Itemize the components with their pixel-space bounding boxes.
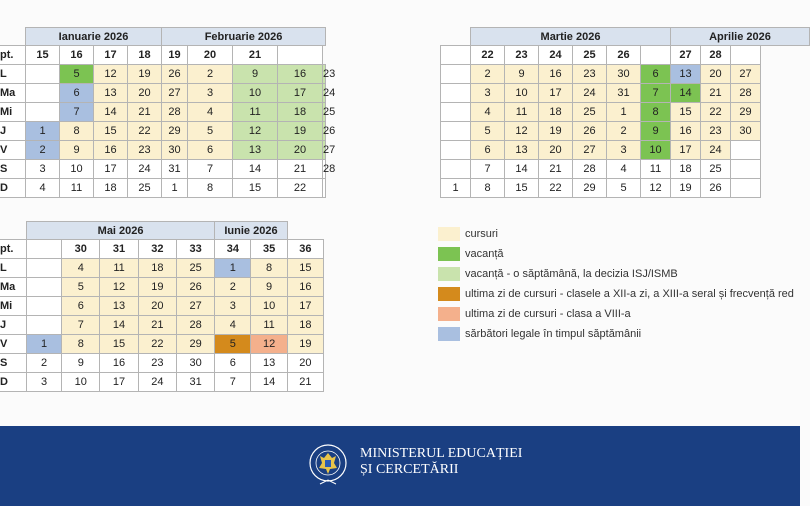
day-cell: 24	[128, 160, 162, 179]
weekday-label: J	[0, 316, 26, 335]
day-cell	[26, 65, 60, 84]
week-header-row	[0, 240, 324, 259]
day-cell	[26, 297, 61, 316]
day-cell: 28	[176, 316, 214, 335]
day-cell: 14	[251, 373, 287, 392]
day-cell: 9	[233, 65, 278, 84]
day-cell: 28	[162, 103, 188, 122]
week-number: 24	[539, 46, 573, 65]
day-cell: 11	[641, 160, 671, 179]
day-cell: 23	[128, 141, 162, 160]
day-cell: 20	[539, 141, 573, 160]
day-cell: 26	[162, 65, 188, 84]
day-cell: 7	[641, 84, 671, 103]
month-title: Martie 2026	[471, 28, 671, 46]
day-cell: 5	[471, 122, 505, 141]
week-number: 21	[233, 46, 278, 65]
ministry-name	[360, 446, 522, 478]
corner-cell	[0, 28, 26, 46]
week-number: 28	[701, 46, 731, 65]
day-cell	[441, 141, 471, 160]
week-number: 35	[251, 240, 287, 259]
day-cell: 19	[287, 335, 323, 354]
day-cell: 4	[26, 179, 60, 198]
day-cell: 18	[671, 160, 701, 179]
week-label: pt.	[0, 46, 26, 65]
day-cell: 4	[62, 259, 100, 278]
day-cell: 3	[607, 141, 641, 160]
week-label	[441, 46, 471, 65]
weekday-label: Ma	[0, 84, 26, 103]
day-cell: 3	[471, 84, 505, 103]
weekday-label: Mi	[0, 297, 26, 316]
day-cell: 3	[26, 160, 60, 179]
day-cell: 18	[287, 316, 323, 335]
day-cell: 4	[607, 160, 641, 179]
calendar-row	[0, 278, 324, 297]
week-number	[278, 46, 323, 65]
day-cell: 7	[62, 316, 100, 335]
calendar-ianuarie-februarie	[0, 27, 336, 198]
day-cell: 25	[573, 103, 607, 122]
day-cell: 21	[138, 316, 176, 335]
legend-label: vacanță - o săptămână, la decizia ISJ/ISMB	[465, 268, 678, 280]
day-cell: 12	[100, 278, 138, 297]
week-number: 31	[100, 240, 138, 259]
legend-swatch	[438, 227, 460, 241]
calendar-row	[0, 160, 326, 179]
day-cell: 14	[505, 160, 539, 179]
day-cell: 14	[94, 103, 128, 122]
month-header-row	[0, 28, 326, 46]
calendar-row	[0, 141, 326, 160]
day-cell: 10	[251, 297, 287, 316]
week-number: 23	[505, 46, 539, 65]
calendar-row	[0, 103, 326, 122]
romanian-government-seal-icon	[308, 441, 348, 489]
calendar-row	[0, 316, 324, 335]
day-cell: 21	[539, 160, 573, 179]
calendar-row	[441, 179, 810, 198]
day-cell: 1	[26, 335, 61, 354]
day-cell: 9	[251, 278, 287, 297]
day-cell: 26	[573, 122, 607, 141]
day-cell	[323, 179, 326, 198]
legend-swatch	[438, 307, 460, 321]
calendar-row	[0, 354, 324, 373]
day-cell: 18	[138, 259, 176, 278]
week-number: 36	[287, 240, 323, 259]
day-cell: 1	[215, 259, 251, 278]
day-cell: 19	[138, 278, 176, 297]
month-title: Februarie 2026	[162, 28, 326, 46]
day-cell: 16	[287, 278, 323, 297]
day-cell: 16	[278, 65, 323, 84]
day-cell: 26	[701, 179, 731, 198]
day-cell: 23	[701, 122, 731, 141]
calendar-row	[0, 373, 324, 392]
day-cell: 2	[471, 65, 505, 84]
day-cell: 17	[671, 141, 701, 160]
calendar-row	[441, 84, 810, 103]
week-number: 33	[176, 240, 214, 259]
week-number: 34	[215, 240, 251, 259]
week-number: 19	[162, 46, 188, 65]
day-cell	[26, 103, 60, 122]
day-cell: 21	[287, 373, 323, 392]
day-cell	[26, 84, 60, 103]
week-number: 30	[62, 240, 100, 259]
day-cell: 10	[505, 84, 539, 103]
month-header-row	[0, 222, 324, 240]
week-number: 16	[60, 46, 94, 65]
day-cell	[731, 141, 761, 160]
day-cell: 16	[539, 65, 573, 84]
month-title: Iunie 2026	[215, 222, 287, 240]
month-title: Mai 2026	[26, 222, 214, 240]
day-cell: 28	[573, 160, 607, 179]
day-cell	[26, 278, 61, 297]
day-cell: 14	[100, 316, 138, 335]
day-cell	[731, 179, 761, 198]
calendar-row	[0, 259, 324, 278]
weekday-label: D	[0, 179, 26, 198]
weekday-label: L	[0, 65, 26, 84]
day-cell: 4	[471, 103, 505, 122]
day-cell	[26, 259, 61, 278]
week-number	[641, 46, 671, 65]
day-cell: 30	[607, 65, 641, 84]
day-cell: 8	[641, 103, 671, 122]
day-cell: 4	[188, 103, 233, 122]
legend-item	[438, 304, 800, 324]
day-cell: 15	[233, 179, 278, 198]
day-cell: 12	[251, 335, 287, 354]
day-cell: 14	[233, 160, 278, 179]
day-cell: 19	[128, 65, 162, 84]
day-cell: 15	[505, 179, 539, 198]
day-cell: 30	[162, 141, 188, 160]
day-cell: 24	[701, 141, 731, 160]
weekday-label: S	[0, 160, 26, 179]
weekday-label: Ma	[0, 278, 26, 297]
weekday-label: Mi	[0, 103, 26, 122]
day-cell: 5	[188, 122, 233, 141]
day-cell: 17	[100, 373, 138, 392]
day-cell: 22	[138, 335, 176, 354]
day-cell: 18	[278, 103, 323, 122]
day-cell: 25	[176, 259, 214, 278]
weekday-label: V	[0, 141, 26, 160]
legend-swatch	[438, 247, 460, 261]
day-cell: 16	[100, 354, 138, 373]
day-cell: 1	[162, 179, 188, 198]
day-cell: 15	[287, 259, 323, 278]
day-cell: 26	[176, 278, 214, 297]
day-cell: 18	[539, 103, 573, 122]
day-cell: 27	[162, 84, 188, 103]
day-cell: 7	[188, 160, 233, 179]
day-cell	[441, 65, 471, 84]
day-cell: 27	[731, 65, 761, 84]
day-cell: 30	[176, 354, 214, 373]
day-cell: 3	[215, 297, 251, 316]
day-cell: 12	[505, 122, 539, 141]
day-cell: 12	[94, 65, 128, 84]
day-cell: 25	[323, 103, 326, 122]
day-cell: 19	[278, 122, 323, 141]
day-cell: 24	[138, 373, 176, 392]
day-cell: 23	[323, 65, 326, 84]
legend-label: sărbători legale în timpul săptămânii	[465, 328, 642, 340]
day-cell: 28	[323, 160, 326, 179]
day-cell: 20	[138, 297, 176, 316]
day-cell: 17	[539, 84, 573, 103]
week-header-row	[441, 46, 810, 65]
day-cell: 21	[701, 84, 731, 103]
weekday-label: S	[0, 354, 26, 373]
day-cell: 22	[701, 103, 731, 122]
day-cell: 6	[60, 84, 94, 103]
day-cell: 15	[100, 335, 138, 354]
calendar-row	[0, 179, 326, 198]
day-cell: 6	[188, 141, 233, 160]
calendar-row	[0, 335, 324, 354]
day-cell: 23	[573, 65, 607, 84]
legend-swatch	[438, 267, 460, 281]
day-cell: 13	[100, 297, 138, 316]
day-cell: 5	[62, 278, 100, 297]
day-cell: 5	[607, 179, 641, 198]
day-cell: 12	[641, 179, 671, 198]
day-cell: 25	[701, 160, 731, 179]
day-cell: 18	[94, 179, 128, 198]
legend-item	[438, 324, 800, 344]
calendar-row	[441, 160, 810, 179]
day-cell	[441, 160, 471, 179]
day-cell: 22	[539, 179, 573, 198]
calendar-mai-iunie	[0, 221, 324, 392]
week-number	[26, 240, 61, 259]
day-cell: 3	[188, 84, 233, 103]
day-cell: 21	[128, 103, 162, 122]
day-cell	[441, 122, 471, 141]
legend-label: ultima zi de cursuri - clasa a VIII-a	[465, 308, 631, 320]
day-cell: 21	[278, 160, 323, 179]
ministry-name-line2: ȘI CERCETĂRII	[360, 462, 459, 477]
day-cell: 22	[278, 179, 323, 198]
day-cell: 27	[573, 141, 607, 160]
week-number	[731, 46, 761, 65]
day-cell: 16	[671, 122, 701, 141]
calendar-row	[0, 84, 326, 103]
calendar-row	[0, 65, 326, 84]
month-title: Aprilie 2026	[671, 28, 810, 46]
corner-cell	[0, 222, 26, 240]
day-cell: 27	[323, 141, 326, 160]
day-cell: 13	[233, 141, 278, 160]
day-cell: 9	[60, 141, 94, 160]
day-cell: 4	[215, 316, 251, 335]
day-cell: 10	[233, 84, 278, 103]
day-cell: 28	[731, 84, 761, 103]
corner-cell	[441, 28, 471, 46]
day-cell: 1	[441, 179, 471, 198]
week-number: 26	[607, 46, 641, 65]
day-cell: 3	[26, 373, 61, 392]
day-cell: 30	[731, 122, 761, 141]
day-cell: 2	[607, 122, 641, 141]
week-header-row	[0, 46, 326, 65]
day-cell: 6	[215, 354, 251, 373]
legend-item	[438, 264, 800, 284]
day-cell: 17	[94, 160, 128, 179]
day-cell: 6	[471, 141, 505, 160]
day-cell: 13	[251, 354, 287, 373]
day-cell: 17	[287, 297, 323, 316]
day-cell	[441, 84, 471, 103]
day-cell: 7	[60, 103, 94, 122]
ministry-name-line1: MINISTERUL EDUCAȚIEI	[360, 446, 523, 461]
day-cell: 5	[215, 335, 251, 354]
day-cell: 10	[60, 160, 94, 179]
legend-swatch	[438, 287, 460, 301]
week-number: 15	[26, 46, 60, 65]
day-cell: 10	[641, 141, 671, 160]
day-cell: 11	[233, 103, 278, 122]
day-cell: 13	[94, 84, 128, 103]
day-cell: 13	[505, 141, 539, 160]
week-number: 32	[138, 240, 176, 259]
day-cell: 26	[323, 122, 326, 141]
legend-item	[438, 244, 800, 264]
calendar-row	[0, 122, 326, 141]
day-cell: 7	[215, 373, 251, 392]
day-cell: 14	[671, 84, 701, 103]
day-cell: 16	[94, 141, 128, 160]
weekday-label: V	[0, 335, 26, 354]
day-cell: 2	[26, 141, 60, 160]
week-number: 22	[471, 46, 505, 65]
day-cell: 17	[278, 84, 323, 103]
day-cell: 31	[176, 373, 214, 392]
month-title: Ianuarie 2026	[26, 28, 162, 46]
legend-label: ultima zi de cursuri - clasele a XII-a zi, a XIII-a seral și frecvență red	[465, 288, 794, 300]
day-cell: 9	[505, 65, 539, 84]
legend-item	[438, 284, 800, 304]
week-number: 18	[128, 46, 162, 65]
day-cell: 2	[188, 65, 233, 84]
day-cell: 8	[188, 179, 233, 198]
day-cell: 1	[26, 122, 60, 141]
week-number: 27	[671, 46, 701, 65]
day-cell: 13	[671, 65, 701, 84]
day-cell: 11	[60, 179, 94, 198]
weekday-label: D	[0, 373, 26, 392]
day-cell: 8	[251, 259, 287, 278]
day-cell: 5	[60, 65, 94, 84]
day-cell: 9	[62, 354, 100, 373]
week-label: pt.	[0, 240, 26, 259]
day-cell: 29	[176, 335, 214, 354]
day-cell: 23	[138, 354, 176, 373]
calendar-row	[441, 65, 810, 84]
week-number: 20	[188, 46, 233, 65]
legend	[438, 224, 800, 344]
legend-label: cursuri	[465, 228, 499, 240]
day-cell: 8	[471, 179, 505, 198]
day-cell: 20	[287, 354, 323, 373]
day-cell: 22	[128, 122, 162, 141]
day-cell: 25	[128, 179, 162, 198]
day-cell: 19	[539, 122, 573, 141]
day-cell: 15	[94, 122, 128, 141]
legend-label: vacanță	[465, 248, 504, 260]
day-cell: 27	[176, 297, 214, 316]
month-header-row	[441, 28, 810, 46]
day-cell: 29	[573, 179, 607, 198]
day-cell: 9	[641, 122, 671, 141]
day-cell: 19	[671, 179, 701, 198]
calendar-row	[441, 122, 810, 141]
legend-swatch	[438, 327, 460, 341]
day-cell	[26, 316, 61, 335]
day-cell: 11	[505, 103, 539, 122]
day-cell: 7	[471, 160, 505, 179]
day-cell: 8	[60, 122, 94, 141]
weekday-label: L	[0, 259, 26, 278]
day-cell: 15	[671, 103, 701, 122]
day-cell: 2	[26, 354, 61, 373]
day-cell: 6	[641, 65, 671, 84]
weekday-label: J	[0, 122, 26, 141]
day-cell: 29	[162, 122, 188, 141]
day-cell: 31	[162, 160, 188, 179]
day-cell	[441, 103, 471, 122]
day-cell: 20	[701, 65, 731, 84]
day-cell: 10	[62, 373, 100, 392]
day-cell: 20	[278, 141, 323, 160]
day-cell: 29	[731, 103, 761, 122]
day-cell: 24	[573, 84, 607, 103]
calendar-row	[0, 297, 324, 316]
day-cell: 31	[607, 84, 641, 103]
calendar-row	[441, 103, 810, 122]
day-cell: 24	[323, 84, 326, 103]
day-cell: 6	[62, 297, 100, 316]
calendar-row	[441, 141, 810, 160]
day-cell: 12	[233, 122, 278, 141]
day-cell: 11	[100, 259, 138, 278]
day-cell	[731, 160, 761, 179]
day-cell: 20	[128, 84, 162, 103]
day-cell: 2	[215, 278, 251, 297]
day-cell: 1	[607, 103, 641, 122]
week-number: 25	[573, 46, 607, 65]
day-cell: 8	[62, 335, 100, 354]
day-cell: 11	[251, 316, 287, 335]
legend-item	[438, 224, 800, 244]
week-number: 17	[94, 46, 128, 65]
calendar-martie-aprilie	[440, 27, 810, 198]
